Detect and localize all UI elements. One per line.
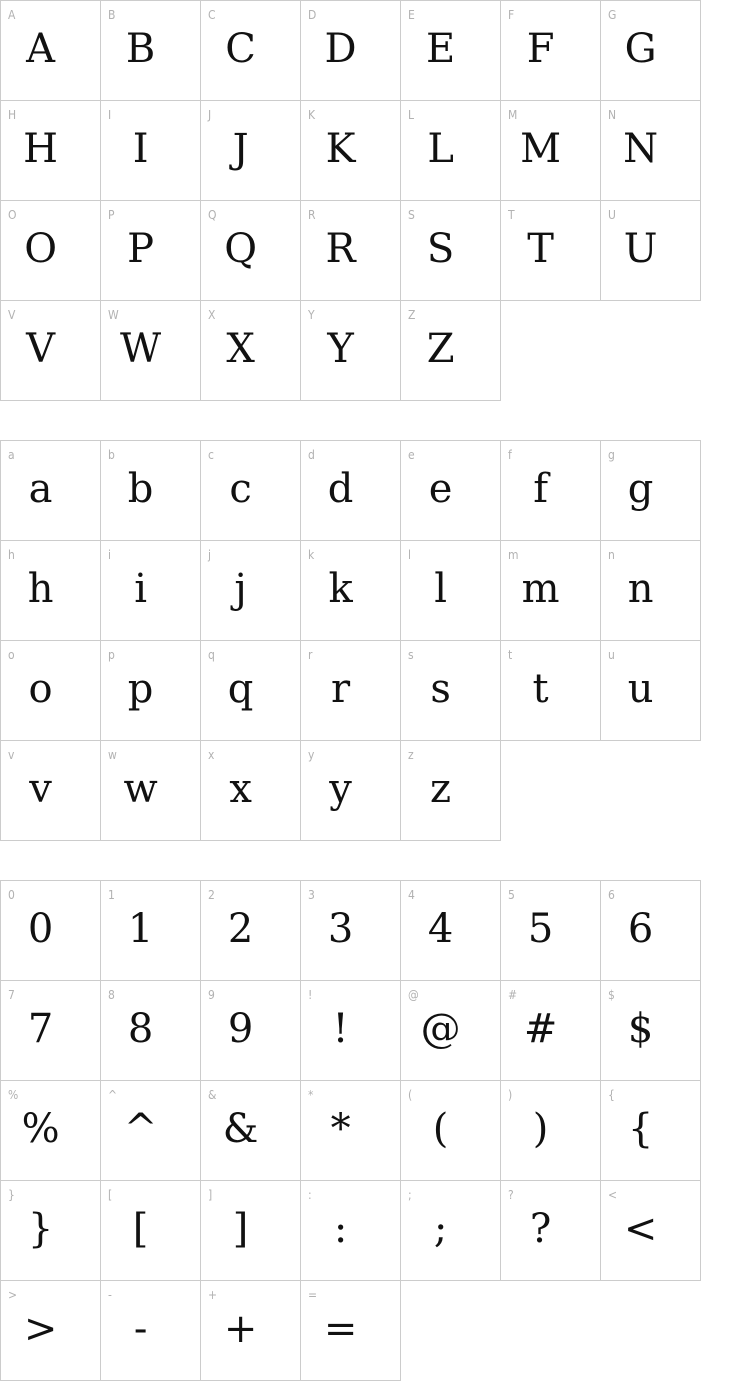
glyph-cell — [401, 1, 501, 101]
glyph-preview: t — [532, 665, 549, 712]
glyph-label: l — [408, 548, 411, 562]
glyph-preview: = — [323, 1305, 358, 1352]
glyph-preview: X — [226, 325, 255, 372]
glyph-label: v — [8, 748, 15, 762]
glyph-cell — [1, 881, 101, 981]
glyph-preview: q — [227, 665, 254, 712]
glyph-preview: u — [627, 665, 654, 712]
glyph-label: 9 — [208, 988, 215, 1002]
glyph-label: 1 — [108, 888, 115, 902]
glyph-cell — [301, 101, 401, 201]
glyph-label: Q — [208, 208, 217, 222]
glyph-preview: e — [428, 465, 453, 512]
glyph-preview: [ — [132, 1205, 149, 1252]
glyph-cell — [601, 101, 701, 201]
glyph-label: k — [308, 548, 315, 562]
glyph-cell — [201, 1281, 301, 1381]
glyph-label: i — [108, 548, 111, 562]
glyph-preview: { — [627, 1105, 654, 1152]
glyph-label: * — [308, 1088, 314, 1102]
glyph-label: 5 — [508, 888, 515, 902]
glyph-cell — [401, 1181, 501, 1281]
glyph-cell — [401, 881, 501, 981]
glyph-preview: F — [526, 25, 555, 72]
glyph-label: Y — [308, 308, 315, 322]
glyph-label: e — [408, 448, 415, 462]
glyph-preview: J — [232, 125, 249, 172]
glyph-cell — [301, 1181, 401, 1281]
glyph-preview: P — [127, 225, 155, 272]
glyph-preview: p — [127, 665, 154, 712]
glyph-cell — [101, 881, 201, 981]
glyph-cell — [1, 441, 101, 541]
glyph-label: ) — [508, 1088, 513, 1102]
glyph-preview: U — [623, 225, 658, 272]
glyph-cell — [1, 301, 101, 401]
glyph-label: 7 — [8, 988, 15, 1002]
glyph-preview: V — [26, 325, 56, 372]
glyph-preview: n — [627, 565, 654, 612]
glyph-preview: O — [24, 225, 57, 272]
glyph-preview: ( — [432, 1105, 449, 1152]
glyph-cell — [301, 1, 401, 101]
glyph-preview: ; — [433, 1205, 448, 1252]
glyph-preview: $ — [627, 1005, 654, 1052]
glyph-cell — [1, 201, 101, 301]
glyph-preview: } — [27, 1205, 54, 1252]
glyph-preview: l — [434, 565, 447, 612]
glyph-cell — [1, 1181, 101, 1281]
glyph-preview: N — [623, 125, 659, 172]
glyph-preview: i — [134, 565, 147, 612]
glyph-preview: 2 — [227, 905, 254, 952]
glyph-label: } — [8, 1188, 15, 1202]
glyph-label: O — [8, 208, 17, 222]
glyph-preview: z — [430, 765, 452, 812]
glyph-label: z — [408, 748, 414, 762]
glyph-preview: + — [223, 1305, 258, 1352]
glyph-label: u — [608, 648, 615, 662]
table-row — [1, 741, 701, 841]
glyph-label: # — [508, 988, 518, 1002]
glyph-preview: M — [520, 125, 562, 172]
glyph-label: G — [608, 8, 617, 22]
glyph-preview: Z — [426, 325, 455, 372]
glyph-cell — [301, 441, 401, 541]
glyph-cell — [201, 1, 301, 101]
glyph-label: U — [608, 208, 616, 222]
glyph-preview: j — [234, 565, 247, 612]
glyph-cell — [301, 641, 401, 741]
glyph-label: o — [8, 648, 15, 662]
glyph-cell — [1, 101, 101, 201]
glyph-cell — [101, 981, 201, 1081]
glyph-label: + — [208, 1288, 218, 1302]
glyph-label: F — [508, 8, 515, 22]
glyph-preview: @ — [420, 1005, 461, 1052]
glyph-label: Z — [408, 308, 416, 322]
glyph-preview: 9 — [227, 1005, 254, 1052]
glyph-label: L — [408, 108, 415, 122]
table-row — [1, 201, 701, 301]
glyph-cell — [1, 741, 101, 841]
table-row — [1, 101, 701, 201]
digits-symbols-glyph-table — [0, 880, 701, 1381]
glyph-label: C — [208, 8, 216, 22]
glyph-label: x — [208, 748, 215, 762]
glyph-label: ] — [208, 1188, 213, 1202]
glyph-preview: ? — [529, 1205, 552, 1252]
glyph-label: < — [608, 1188, 618, 1202]
glyph-label: - — [108, 1288, 112, 1302]
glyph-cell — [501, 201, 601, 301]
glyph-preview: Q — [224, 225, 257, 272]
glyph-cell — [501, 541, 601, 641]
glyph-label: w — [108, 748, 117, 762]
glyph-preview: > — [23, 1305, 58, 1352]
glyph-label: ? — [508, 1188, 514, 1202]
table-row — [1, 541, 701, 641]
glyph-cell — [101, 1281, 201, 1381]
glyph-cell — [201, 101, 301, 201]
glyph-label: 0 — [8, 888, 15, 902]
glyph-cell — [501, 641, 601, 741]
glyph-label: ^ — [108, 1088, 118, 1102]
glyph-label: q — [208, 648, 215, 662]
glyph-label: X — [208, 308, 216, 322]
glyph-label: R — [308, 208, 316, 222]
glyph-cell — [401, 641, 501, 741]
glyph-cell — [101, 1181, 201, 1281]
table-row — [1, 1181, 701, 1281]
glyph-preview: 5 — [527, 905, 554, 952]
glyph-label: M — [508, 108, 518, 122]
glyph-preview: L — [427, 125, 454, 172]
glyph-label: J — [208, 108, 212, 122]
glyph-preview: g — [627, 465, 654, 512]
glyph-cell — [401, 301, 501, 401]
glyph-cell — [201, 1181, 301, 1281]
glyph-cell — [101, 1081, 201, 1181]
glyph-label: 2 — [208, 888, 215, 902]
glyph-cell — [301, 301, 401, 401]
glyph-cell — [201, 201, 301, 301]
glyph-label: p — [108, 648, 115, 662]
glyph-label: P — [108, 208, 115, 222]
glyph-preview: I — [132, 125, 149, 172]
glyph-preview: w — [123, 765, 158, 812]
glyph-label: A — [8, 8, 16, 22]
glyph-cell — [101, 101, 201, 201]
glyph-preview: G — [624, 25, 657, 72]
glyph-label: 8 — [108, 988, 115, 1002]
glyph-cell — [501, 101, 601, 201]
glyph-preview: y — [329, 765, 352, 812]
glyph-cell — [1, 1081, 101, 1181]
glyph-label: 4 — [408, 888, 415, 902]
glyph-cell — [601, 1, 701, 101]
glyph-cell — [101, 201, 201, 301]
glyph-preview: o — [28, 665, 53, 712]
glyph-cell — [501, 441, 601, 541]
glyph-cell — [201, 741, 301, 841]
glyph-cell — [501, 981, 601, 1081]
glyph-label: V — [8, 308, 16, 322]
glyph-preview: 8 — [127, 1005, 154, 1052]
table-row — [1, 1081, 701, 1181]
glyph-preview: ! — [332, 1005, 349, 1052]
glyph-label: n — [608, 548, 615, 562]
glyph-cell — [301, 881, 401, 981]
glyph-label: K — [308, 108, 316, 122]
glyph-preview: b — [127, 465, 154, 512]
glyph-preview: s — [430, 665, 451, 712]
glyph-preview: C — [225, 25, 256, 72]
glyph-cell — [401, 441, 501, 541]
glyph-label: E — [408, 8, 415, 22]
glyph-label: T — [508, 208, 515, 222]
glyph-preview: H — [23, 125, 59, 172]
glyph-preview: ) — [532, 1105, 549, 1152]
glyph-preview: & — [222, 1105, 259, 1152]
glyph-cell — [201, 301, 301, 401]
glyph-cell — [401, 1081, 501, 1181]
glyph-cell — [401, 741, 501, 841]
table-row — [1, 301, 701, 401]
glyph-label: 6 — [608, 888, 615, 902]
glyph-preview: ] — [232, 1205, 249, 1252]
glyph-cell — [601, 1081, 701, 1181]
glyph-preview: m — [521, 565, 560, 612]
glyph-preview: c — [229, 465, 252, 512]
glyph-cell — [401, 541, 501, 641]
glyph-cell — [301, 201, 401, 301]
glyph-label: d — [308, 448, 315, 462]
glyph-preview: : — [333, 1205, 348, 1252]
glyph-label: = — [308, 1288, 318, 1302]
uppercase-glyph-table — [0, 0, 701, 401]
glyph-label: r — [308, 648, 313, 662]
glyph-label: [ — [108, 1188, 113, 1202]
glyph-preview: 4 — [427, 905, 454, 952]
glyph-preview: 7 — [27, 1005, 54, 1052]
glyph-cell — [1, 1281, 101, 1381]
glyph-preview: 0 — [27, 905, 54, 952]
glyph-label: D — [308, 8, 317, 22]
glyph-cell — [1, 641, 101, 741]
glyph-label: B — [108, 8, 116, 22]
glyph-preview: Y — [327, 325, 354, 372]
glyph-preview: R — [325, 225, 356, 272]
glyph-cell — [501, 1081, 601, 1181]
glyph-preview: 6 — [627, 905, 654, 952]
glyph-cell — [201, 1081, 301, 1181]
glyph-label: S — [408, 208, 415, 222]
glyph-preview: - — [133, 1305, 148, 1352]
glyph-preview: B — [125, 25, 156, 72]
glyph-label: f — [508, 448, 512, 462]
glyph-preview: E — [425, 25, 456, 72]
glyph-cell — [501, 1181, 601, 1281]
glyph-cell — [401, 101, 501, 201]
glyph-label: a — [8, 448, 15, 462]
glyph-preview: K — [325, 125, 356, 172]
glyph-cell — [201, 541, 301, 641]
glyph-cell — [601, 881, 701, 981]
glyph-preview: * — [330, 1105, 351, 1152]
glyph-cell — [101, 641, 201, 741]
glyph-preview: # — [523, 1005, 558, 1052]
glyph-cell — [201, 981, 301, 1081]
glyph-cell — [501, 1, 601, 101]
glyph-preview: h — [27, 565, 54, 612]
glyph-cell — [601, 201, 701, 301]
glyph-label: { — [608, 1088, 615, 1102]
glyph-preview: A — [26, 25, 56, 72]
glyph-label: I — [108, 108, 112, 122]
glyph-cell — [601, 441, 701, 541]
glyph-label: j — [208, 548, 211, 562]
table-row — [1, 1, 701, 101]
glyph-cell — [101, 301, 201, 401]
glyph-label: y — [308, 748, 315, 762]
glyph-preview: 1 — [127, 905, 154, 952]
glyph-preview: x — [229, 765, 252, 812]
glyph-label: c — [208, 448, 214, 462]
glyph-preview: < — [623, 1205, 658, 1252]
table-row — [1, 641, 701, 741]
glyph-cell — [401, 201, 501, 301]
glyph-preview: v — [29, 765, 52, 812]
glyph-preview: a — [28, 465, 53, 512]
glyph-cell — [201, 641, 301, 741]
glyph-label: % — [8, 1088, 19, 1102]
glyph-cell — [1, 1, 101, 101]
glyph-cell — [601, 541, 701, 641]
glyph-preview: r — [331, 665, 351, 712]
glyph-preview: k — [328, 565, 353, 612]
glyph-label: : — [308, 1188, 312, 1202]
glyph-cell — [501, 881, 601, 981]
glyph-cell — [201, 441, 301, 541]
glyph-label: H — [8, 108, 17, 122]
glyph-cell — [401, 981, 501, 1081]
glyph-label: W — [108, 308, 119, 322]
glyph-label: h — [8, 548, 15, 562]
glyph-label: m — [508, 548, 519, 562]
table-row — [1, 881, 701, 981]
glyph-preview: ^ — [123, 1105, 158, 1152]
glyph-preview: % — [21, 1105, 60, 1152]
glyph-cell — [601, 981, 701, 1081]
glyph-cell — [301, 1081, 401, 1181]
glyph-preview: D — [324, 25, 357, 72]
glyph-cell — [101, 1, 201, 101]
glyph-cell — [301, 541, 401, 641]
glyph-preview: d — [327, 465, 354, 512]
glyph-preview: f — [533, 465, 548, 512]
glyph-cell — [301, 1281, 401, 1381]
glyph-preview: T — [527, 225, 554, 272]
glyph-label: b — [108, 448, 115, 462]
glyph-cell — [101, 741, 201, 841]
glyph-cell — [301, 741, 401, 841]
glyph-preview: 3 — [327, 905, 354, 952]
glyph-cell — [1, 541, 101, 641]
glyph-label: $ — [608, 988, 615, 1002]
table-row — [1, 981, 701, 1081]
glyph-cell — [101, 441, 201, 541]
glyph-label: & — [208, 1088, 217, 1102]
glyph-label: N — [608, 108, 617, 122]
glyph-preview: W — [120, 325, 162, 372]
lowercase-glyph-table — [0, 440, 701, 841]
glyph-label: s — [408, 648, 414, 662]
glyph-label: ; — [408, 1188, 412, 1202]
glyph-label: t — [508, 648, 513, 662]
glyph-label: 3 — [308, 888, 315, 902]
glyph-cell — [601, 1181, 701, 1281]
glyph-cell — [301, 981, 401, 1081]
table-row — [1, 1281, 701, 1381]
glyph-cell — [1, 981, 101, 1081]
table-row — [1, 441, 701, 541]
glyph-preview: S — [426, 225, 455, 272]
glyph-cell — [101, 541, 201, 641]
glyph-label: @ — [408, 988, 419, 1002]
glyph-label: g — [608, 448, 615, 462]
glyph-label: ( — [408, 1088, 413, 1102]
glyph-cell — [601, 641, 701, 741]
glyph-label: ! — [308, 988, 313, 1002]
glyph-label: > — [8, 1288, 18, 1302]
glyph-cell — [201, 881, 301, 981]
